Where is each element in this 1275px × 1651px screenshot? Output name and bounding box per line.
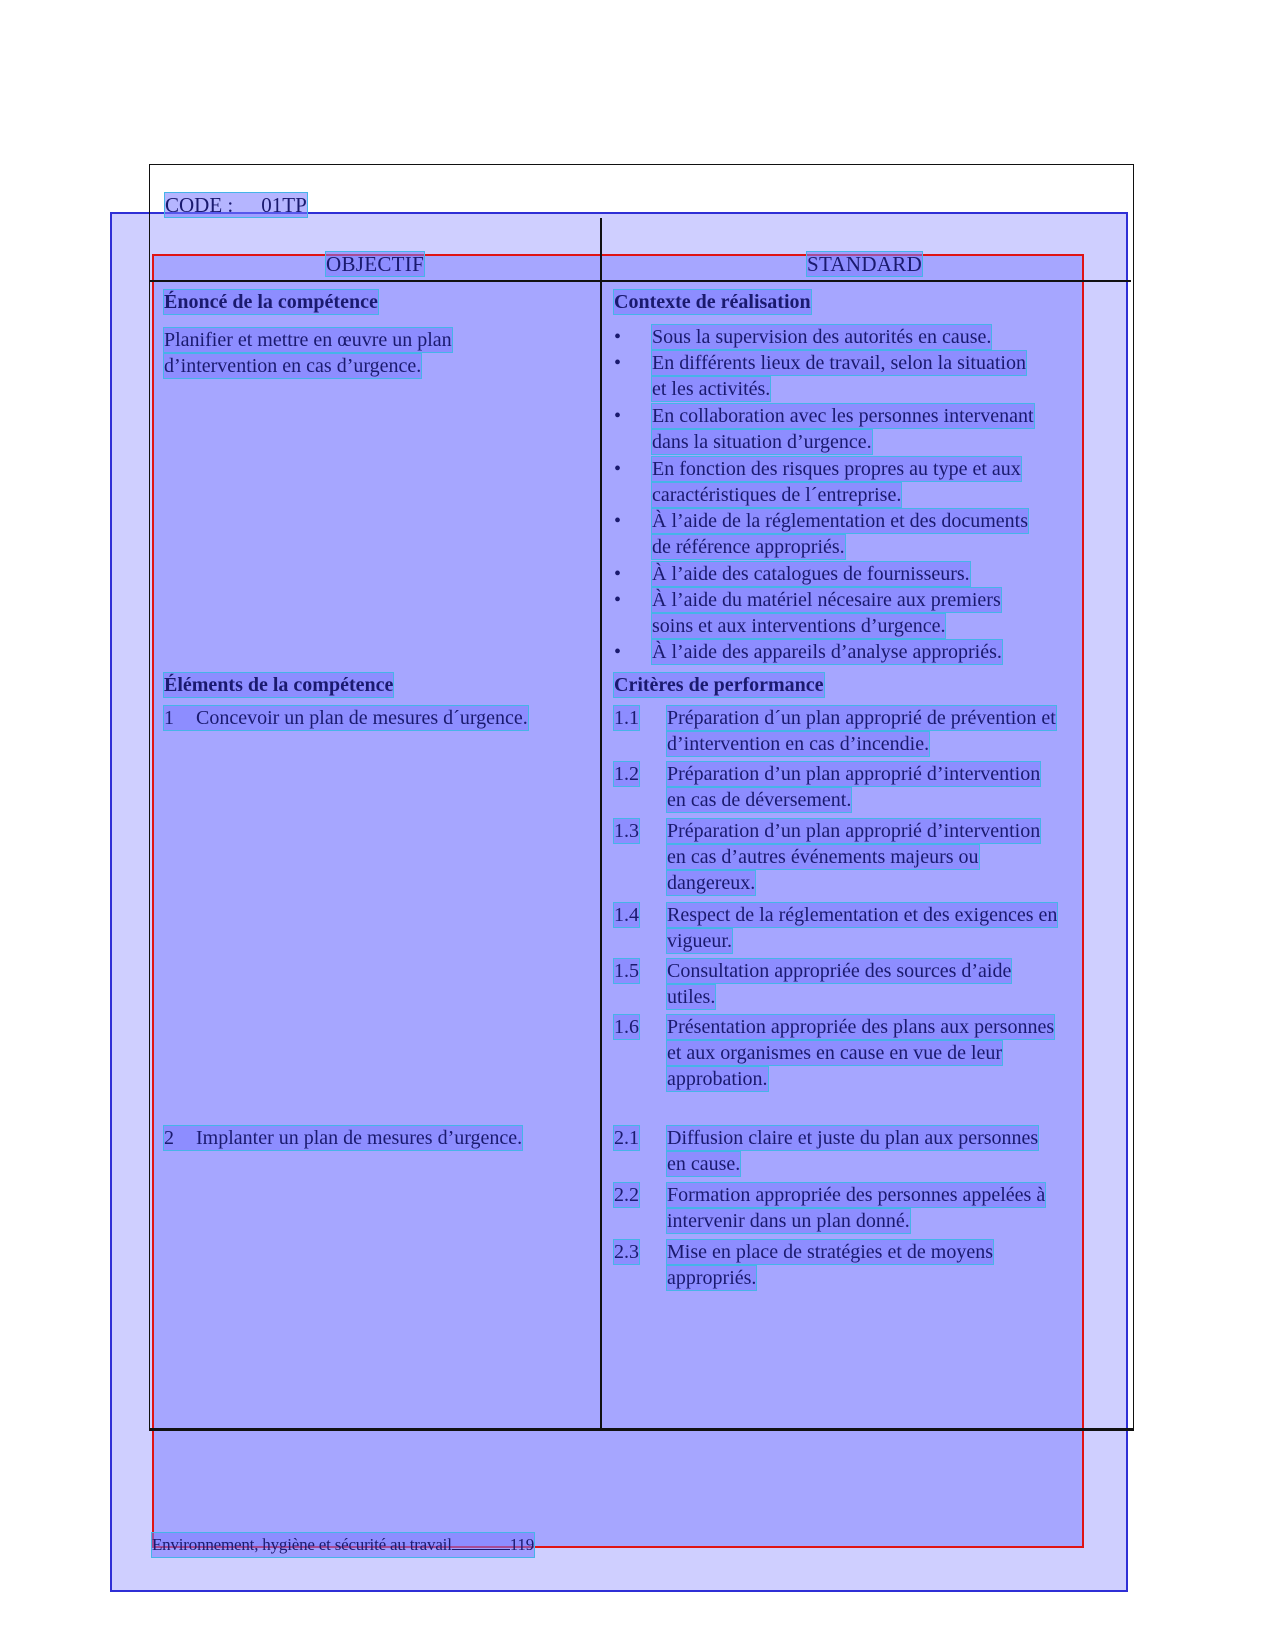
bullet-glyph: • — [614, 641, 622, 663]
bullet-glyph: • — [614, 510, 622, 532]
critere-item: Respect de la réglementation et des exigences en — [667, 904, 1058, 926]
element-num: 2 — [164, 1127, 174, 1149]
critere-item: Préparation d´un plan approprié de prévention et — [667, 707, 1056, 729]
contexte-item: À l’aide de la réglementation et des documents — [652, 510, 1028, 532]
critere-item: Préparation d’un plan approprié d’intervention — [667, 763, 1041, 785]
table-bottom-line — [149, 1428, 1134, 1430]
objective-header: OBJECTIF — [326, 252, 425, 276]
critere-item: Diffusion claire et juste du plan aux personnes — [667, 1127, 1039, 1149]
critere-num: 2.1 — [614, 1127, 639, 1149]
element-text: Concevoir un plan de mesures d´urgence. — [196, 707, 528, 729]
criteres-title: Critères de performance — [614, 674, 824, 696]
bullet-glyph: • — [614, 563, 622, 585]
contexte-item: En fonction des risques propres au type et aux — [652, 458, 1021, 480]
footer-text: Environnement, hygiène et sécurité au travail — [152, 1535, 452, 1554]
bullet-glyph: • — [614, 352, 622, 374]
bullet-glyph: • — [614, 405, 622, 427]
page-footer — [152, 1533, 534, 1557]
element-item — [164, 706, 528, 730]
contexte-item: En collaboration avec les personnes intervenant — [652, 405, 1034, 427]
critere-item: Consultation appropriée des sources d’aide — [667, 960, 1012, 982]
critere-item-cont: approbation. — [667, 1068, 768, 1090]
element-text: Implanter un plan de mesures d’urgence. — [196, 1127, 523, 1149]
critere-item-cont: utiles. — [667, 986, 716, 1008]
header-divider — [149, 280, 1131, 282]
critere-item-cont: et aux organismes en cause en vue de leur — [667, 1042, 1003, 1064]
critere-item: Préparation d’un plan approprié d’intervention — [667, 820, 1041, 842]
critere-item: Mise en place de stratégies et de moyens — [667, 1241, 993, 1263]
critere-item: Formation appropriée des personnes appelées à — [667, 1184, 1046, 1206]
critere-num: 1.2 — [614, 763, 639, 785]
critere-num: 1.6 — [614, 1016, 639, 1038]
code-label — [165, 193, 307, 217]
enonce-title: Énoncé de la compétence — [164, 291, 378, 313]
element-num: 1 — [164, 707, 174, 729]
critere-item-cont: en cas d’autres événements majeurs ou — [667, 846, 979, 868]
elements-title: Éléments de la compétence — [164, 674, 394, 696]
enonce-line: d’intervention en cas d’urgence. — [164, 355, 422, 377]
bullet-glyph: • — [614, 458, 622, 480]
contexte-item-cont: soins et aux interventions d’urgence. — [652, 615, 946, 637]
contexte-title: Contexte de réalisation — [614, 291, 811, 313]
contexte-item-cont: dans la situation d’urgence. — [652, 431, 872, 453]
element-item — [164, 1126, 522, 1150]
standard-header: STANDARD — [807, 252, 923, 276]
bullet-glyph: • — [614, 326, 622, 348]
critere-item-cont: en cas de déversement. — [667, 789, 852, 811]
contexte-item-cont: de référence appropriés. — [652, 536, 845, 558]
page-number: 119 — [509, 1535, 534, 1554]
critere-item: Présentation appropriée des plans aux personnes — [667, 1016, 1055, 1038]
critere-num: 2.3 — [614, 1241, 639, 1263]
critere-num: 1.1 — [614, 707, 639, 729]
critere-num: 2.2 — [614, 1184, 639, 1206]
critere-item-cont: appropriés. — [667, 1267, 757, 1289]
critere-item-cont: intervenir dans un plan donné. — [667, 1210, 910, 1232]
contexte-item: À l’aide des catalogues de fournisseurs. — [652, 563, 970, 585]
critere-num: 1.3 — [614, 820, 639, 842]
critere-num: 1.4 — [614, 904, 639, 926]
contexte-item-cont: et les activités. — [652, 378, 771, 400]
code-label-text: CODE : — [165, 193, 234, 217]
critere-item-cont: dangereux. — [667, 872, 756, 894]
contexte-item: Sous la supervision des autorités en cause. — [652, 326, 992, 348]
critere-num: 1.5 — [614, 960, 639, 982]
contexte-item-cont: caractéristiques de l´entreprise. — [652, 484, 902, 506]
enonce-line: Planifier et mettre en œuvre un plan — [164, 329, 452, 351]
code-value: 01TP — [261, 193, 307, 217]
critere-item-cont: en cause. — [667, 1153, 741, 1175]
critere-item-cont: vigueur. — [667, 930, 732, 952]
critere-item-cont: d’intervention en cas d’incendie. — [667, 733, 930, 755]
contexte-item: En différents lieux de travail, selon la situation — [652, 352, 1026, 374]
contexte-item: À l’aide du matériel nécesaire aux premiers — [652, 589, 1001, 611]
column-divider — [600, 218, 602, 1430]
contexte-item: À l’aide des appareils d’analyse appropriés. — [652, 641, 1002, 663]
bullet-glyph: • — [614, 589, 622, 611]
